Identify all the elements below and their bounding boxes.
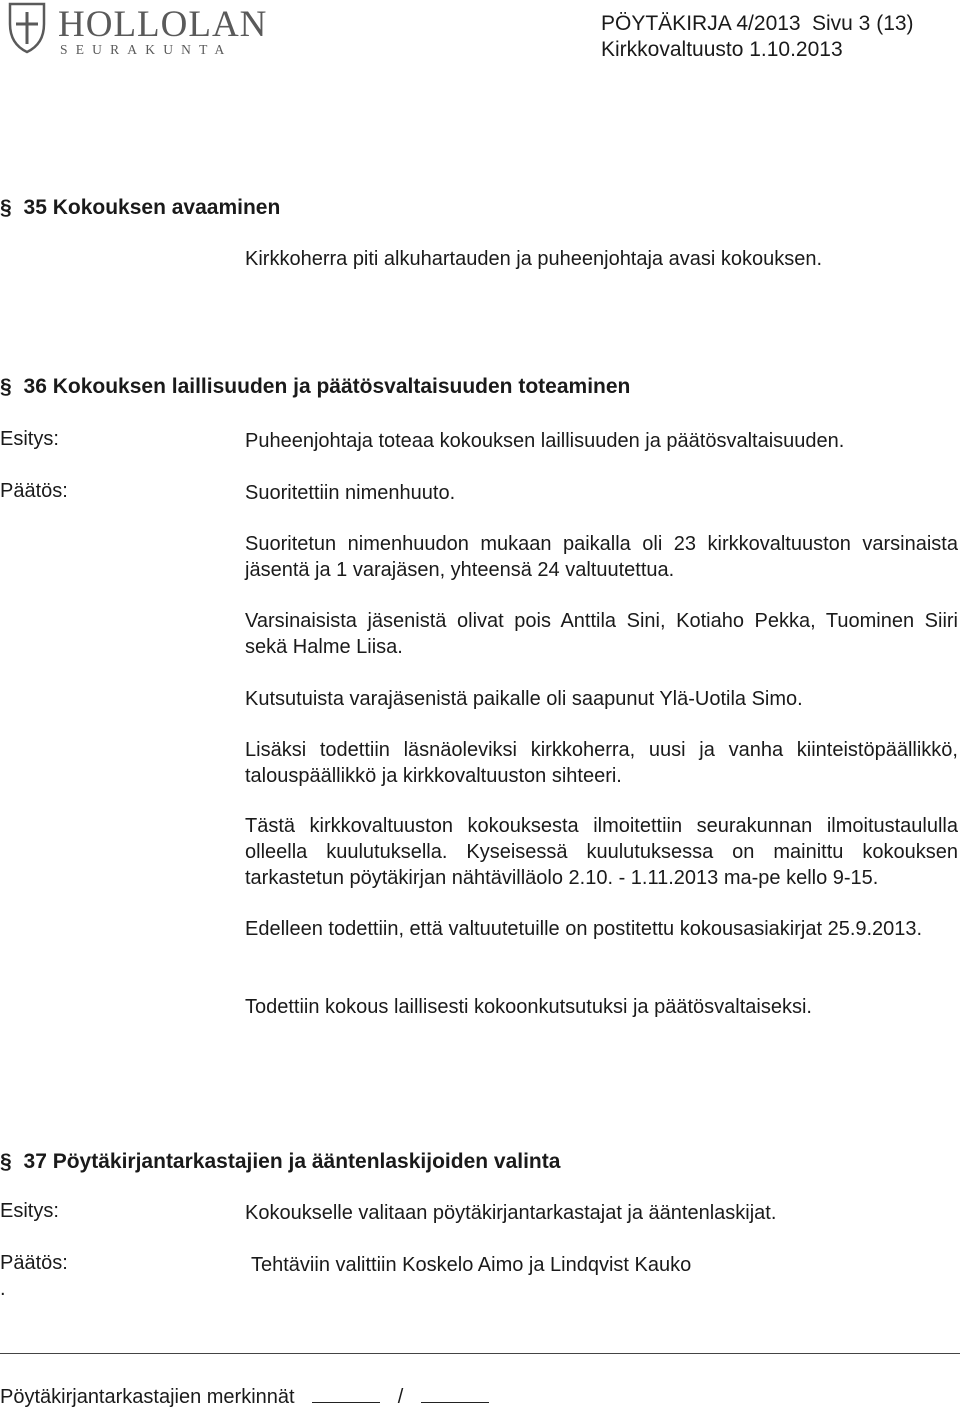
section-35-text: Kirkkoherra piti alkuhartauden ja puheenjohtaja avasi kokouksen. bbox=[245, 248, 823, 270]
paatos-label: Päätös: bbox=[0, 1252, 68, 1274]
parish-emblem-icon bbox=[10, 4, 44, 52]
footer-label: Pöytäkirjantarkastajien merkinnät bbox=[0, 1386, 295, 1408]
section-37-title: 37 Pöytäkirjantarkastajien ja ääntenlaskijoiden valinta bbox=[23, 1150, 561, 1173]
footer-slash: / bbox=[397, 1386, 404, 1408]
section-36-esitys: Puheenjohtaja toteaa kokouksen laillisuuden ja päätösvaltaisuuden. bbox=[245, 430, 845, 452]
footer-signature-line bbox=[0, 1384, 489, 1409]
section-35-heading bbox=[0, 196, 280, 220]
footer-rule bbox=[0, 1353, 960, 1354]
esitys-label: Esitys: bbox=[0, 1200, 59, 1222]
section-36-p6: Tästä kirkkovaltuuston kokouksesta ilmoitettiin seurakunnan ilmoitustaululla olleella kuulutuksella. Kyseisessä kuulutuksessa on mainittu kokouksen tarkastetun pöytäkirjan nähtävilläolo 2.10. - 1.11.2013 ma-pe kello 9-15. bbox=[245, 815, 958, 889]
section-36-title: 36 Kokouksen laillisuuden ja päätösvaltaisuuden toteaminen bbox=[23, 375, 631, 398]
esitys-label: Esitys: bbox=[0, 428, 59, 450]
signature-blank-2 bbox=[421, 1384, 489, 1403]
section-36-p5: Lisäksi todettiin läsnäoleviksi kirkkoherra, uusi ja vanha kiinteistöpäällikkö, talouspäällikkö ja kirkkovaltuuston sihteeri. bbox=[245, 739, 958, 787]
section-36-p8: Todettiin kokous laillisesti kokoonkutsutuksi ja päätösvaltaiseksi. bbox=[245, 996, 812, 1018]
section-37-paatos: Tehtäviin valittiin Koskelo Aimo ja Lindqvist Kauko bbox=[251, 1254, 692, 1276]
section-37-esitys: Kokoukselle valitaan pöytäkirjantarkastajat ja ääntenlaskijat. bbox=[245, 1202, 777, 1224]
section-marker-icon: § bbox=[0, 196, 12, 219]
meeting-name: Kirkkovaltuusto 1.10.2013 bbox=[601, 38, 843, 61]
paatos-label: Päätös: bbox=[0, 480, 68, 502]
section-35-title: 35 Kokouksen avaaminen bbox=[23, 196, 281, 219]
signature-blank-1 bbox=[312, 1384, 380, 1403]
section-36-p4: Kutsutuista varajäsenistä paikalle oli saapunut Ylä-Uotila Simo. bbox=[245, 688, 803, 710]
section-36-p2: Suoritetun nimenhuudon mukaan paikalla oli 23 kirkkovaltuuston varsinaista jäsentä ja 1 varajäsen, yhteensä 24 valtuutettua. bbox=[245, 533, 958, 581]
section-marker-icon: § bbox=[0, 1150, 12, 1173]
stray-dot: . bbox=[0, 1278, 6, 1300]
section-36-heading bbox=[0, 375, 630, 399]
section-36-p3: Varsinaisista jäsenistä olivat pois Anttila Sini, Kotiaho Pekka, Tuominen Siiri sekä Halme Liisa. bbox=[245, 610, 958, 658]
logo-sub-text: SEURAKUNTA bbox=[60, 42, 233, 57]
section-36-p7: Edelleen todettiin, että valtuutetuille on postitettu kokousasiakirjat 25.9.2013. bbox=[245, 918, 923, 940]
section-36-p1: Suoritettiin nimenhuuto. bbox=[245, 482, 456, 504]
parish-logo bbox=[4, 0, 284, 58]
section-37-heading bbox=[0, 1150, 560, 1174]
section-marker-icon: § bbox=[0, 375, 12, 398]
page-number: Sivu 3 (13) bbox=[812, 12, 914, 35]
logo-main-text: HOLLOLAN bbox=[58, 4, 268, 45]
doc-title: PÖYTÄKIRJA 4/2013 bbox=[601, 12, 801, 35]
